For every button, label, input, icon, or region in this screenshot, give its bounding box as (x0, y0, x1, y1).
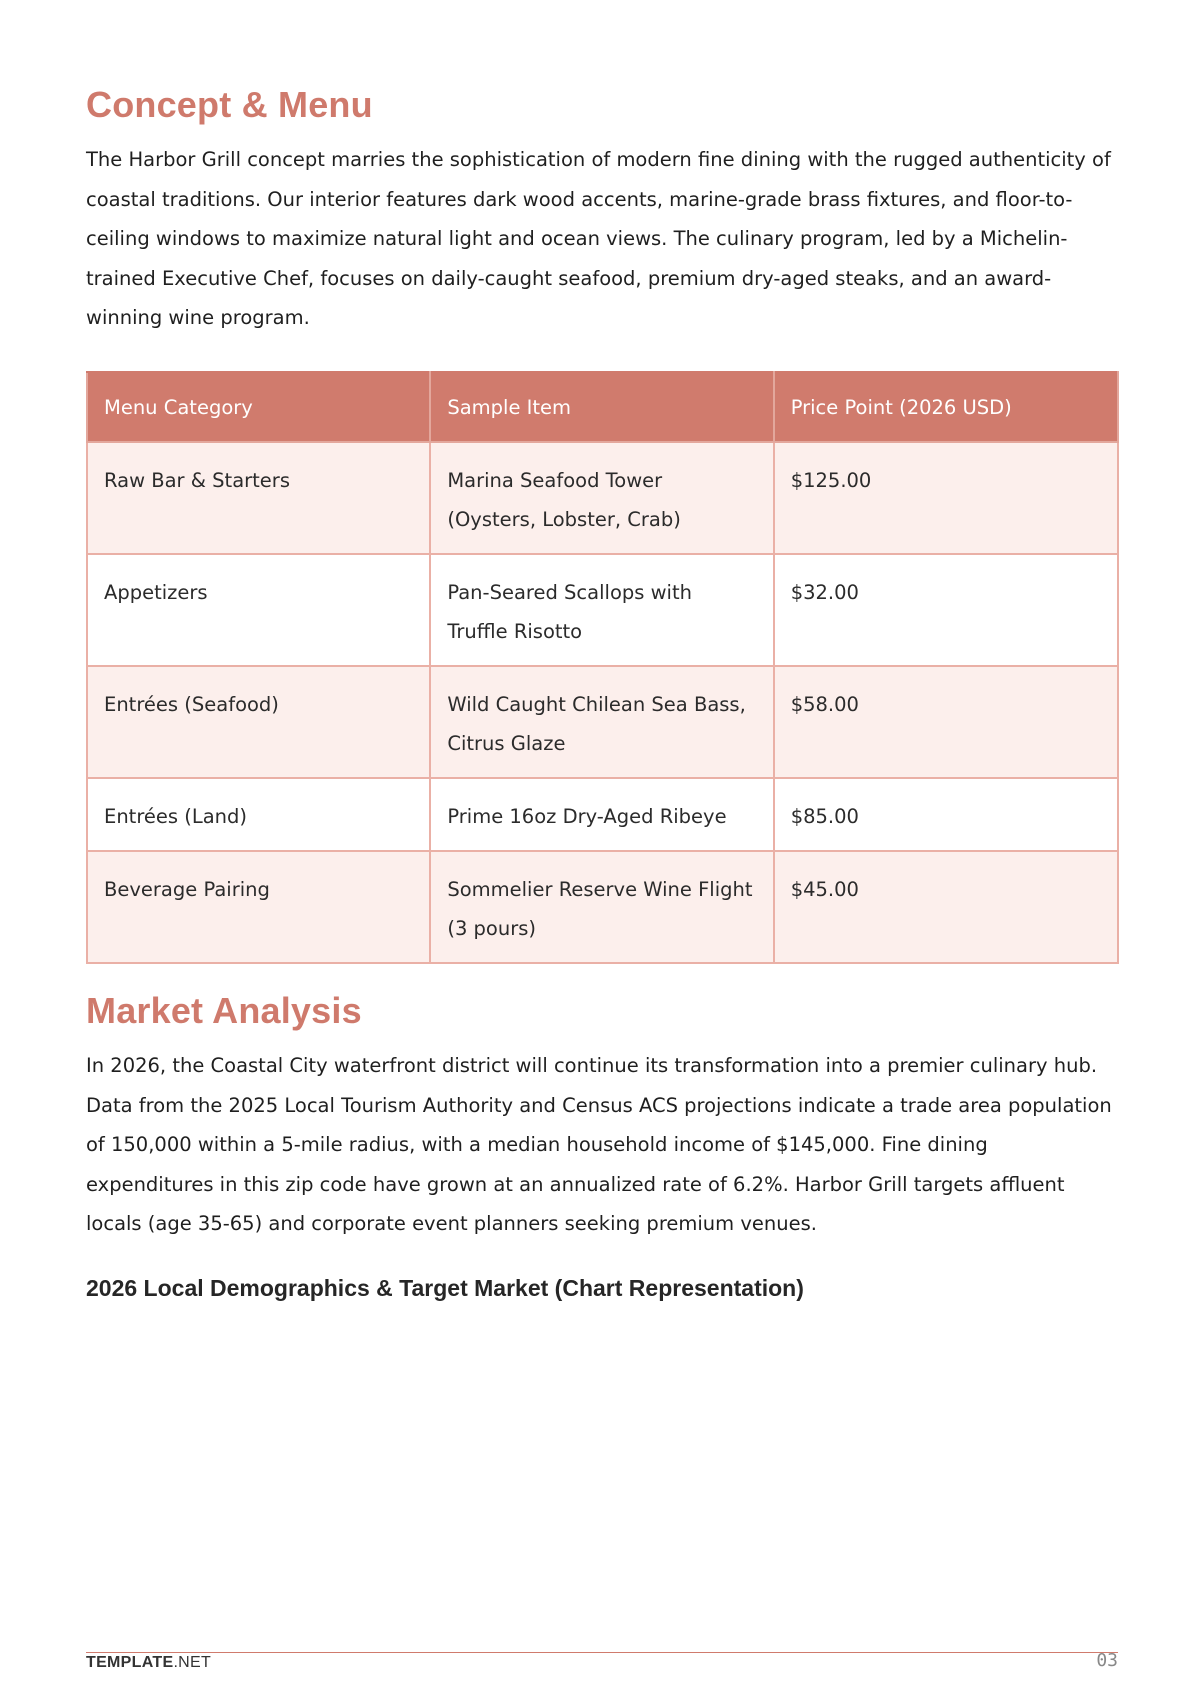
market-paragraph: In 2026, the Coastal City waterfront district will continue its transformation into a premier culinary hub. Data from the 2025 Local Tourism Authority and Census ACS projections indicate a trade area population of 150,000 within a 5-mile radius, with a median household income of $145,000. Fine dining expenditures in this zip code have grown at an annualized rate of 6.2%. Harbor Grill targets affluent locals (age 35-65) and corporate event planners seeking premium venues. (86, 1054, 1112, 1235)
cell-price: $58.00 (774, 666, 1118, 778)
cell-price: $85.00 (774, 778, 1118, 851)
concept-heading: Concept & Menu (86, 84, 373, 125)
table-row (87, 778, 1118, 851)
cell-item: Prime 16oz Dry-Aged Ribeye (430, 778, 773, 851)
cell-item: Marina Seafood Tower (Oysters, Lobster, Crab) (430, 442, 773, 554)
column-header-category: Menu Category (87, 372, 430, 442)
column-header-item: Sample Item (430, 372, 773, 442)
chart-heading: 2026 Local Demographics & Target Market (Chart Representation) (86, 1275, 804, 1301)
cell-price: $45.00 (774, 851, 1118, 963)
cell-price: $32.00 (774, 554, 1118, 666)
page-number: 03 (1096, 1650, 1118, 1671)
table-row (87, 666, 1118, 778)
cell-item: Wild Caught Chilean Sea Bass, Citrus Glaze (430, 666, 773, 778)
table-row (87, 851, 1118, 963)
footer-divider (86, 1652, 1118, 1653)
cell-category: Raw Bar & Starters (87, 442, 430, 554)
footer-brand-logo (86, 1654, 211, 1672)
cell-category: Appetizers (87, 554, 430, 666)
cell-item: Sommelier Reserve Wine Flight (3 pours) (430, 851, 773, 963)
market-heading: Market Analysis (86, 990, 362, 1031)
menu-table (86, 371, 1119, 964)
cell-category: Entrées (Land) (87, 778, 430, 851)
cell-category: Entrées (Seafood) (87, 666, 430, 778)
cell-price: $125.00 (774, 442, 1118, 554)
concept-paragraph: The Harbor Grill concept marries the sophistication of modern fine dining with the rugged authenticity of coastal traditions. Our interior features dark wood accents, marine-grade brass fixtures, and floor-to-ceiling windows to maximize natural light and ocean views. The culinary program, led by a Michelin-trained Executive Chef, focuses on daily-caught seafood, premium dry-aged steaks, and an award-winning wine program. (86, 148, 1111, 329)
column-header-price: Price Point (2026 USD) (774, 372, 1118, 442)
brand-bold-text: TEMPLATE (86, 1654, 174, 1671)
brand-suffix-text: .NET (173, 1654, 212, 1671)
cell-item: Pan-Seared Scallops with Truffle Risotto (430, 554, 773, 666)
table-header-row (87, 372, 1118, 442)
cell-category: Beverage Pairing (87, 851, 430, 963)
table-row (87, 554, 1118, 666)
table-row (87, 442, 1118, 554)
